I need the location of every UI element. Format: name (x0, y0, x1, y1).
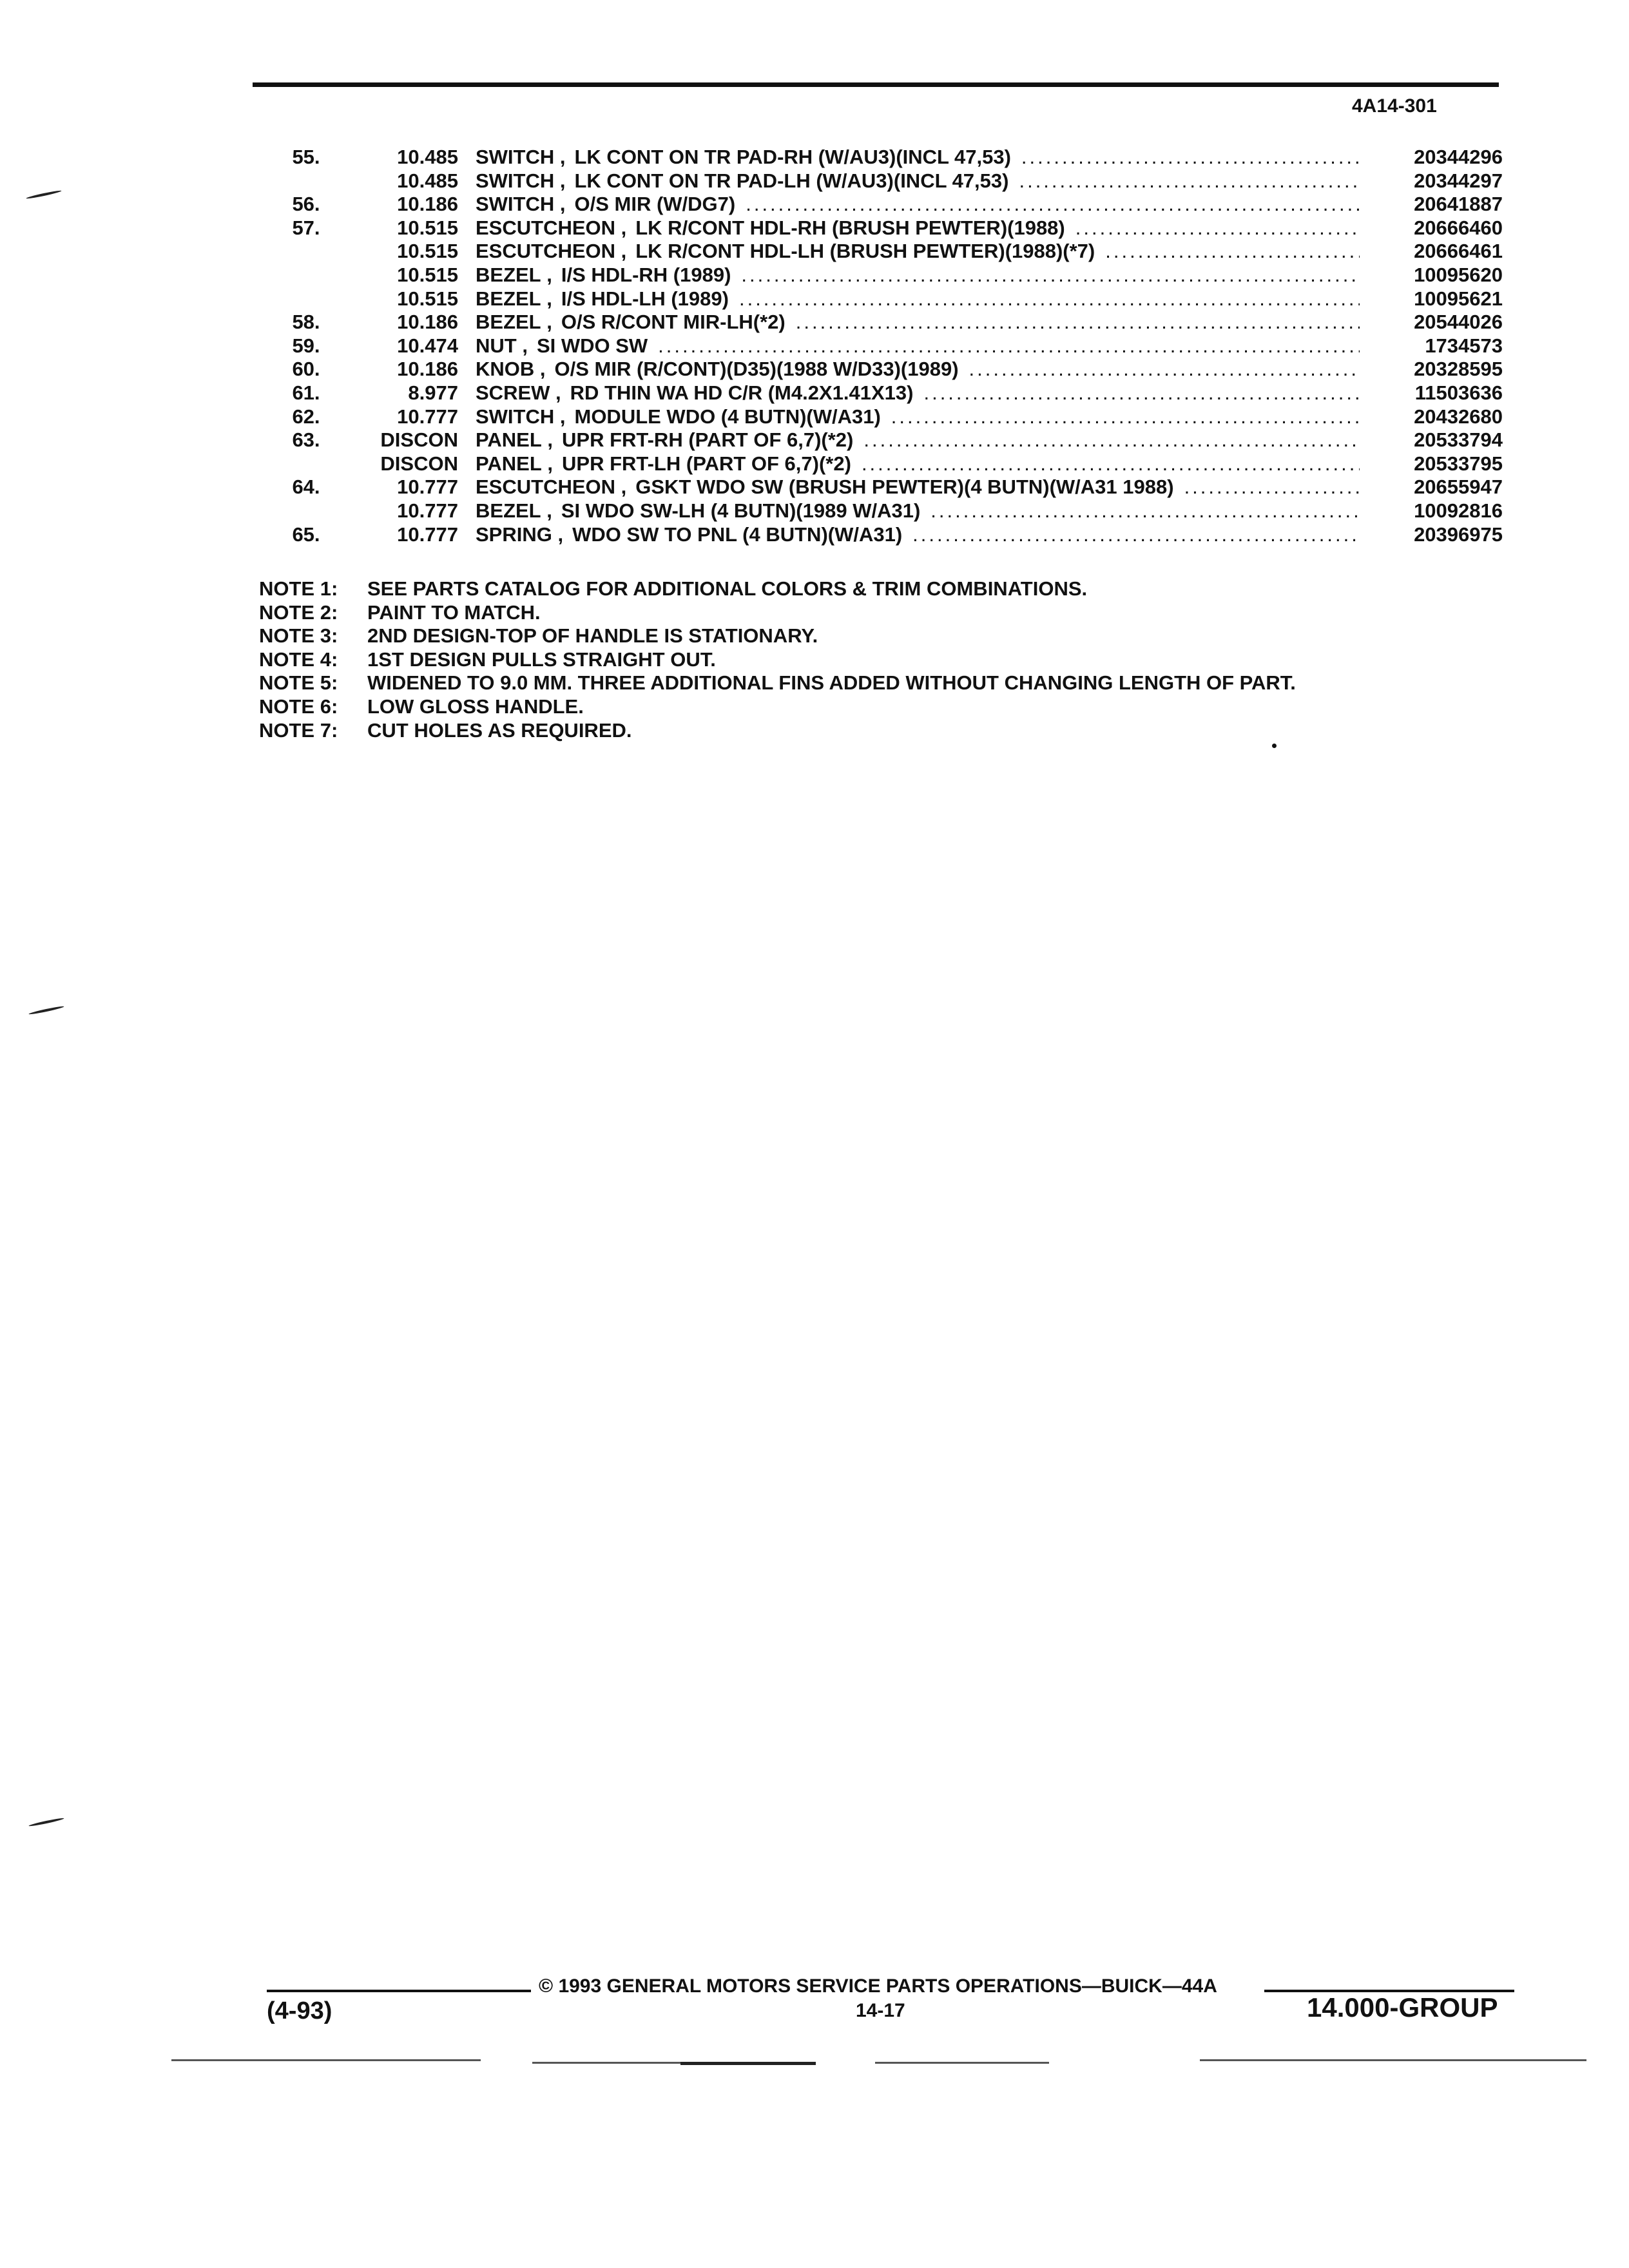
part-separator: , (615, 240, 627, 263)
part-separator: , (541, 452, 553, 475)
note-label: NOTE 1: (259, 577, 338, 600)
part-group-number: 10.186 (397, 193, 458, 216)
part-row (0, 499, 1629, 523)
part-ref-number: 60. (292, 358, 320, 381)
note-row (259, 719, 1296, 743)
note-row (259, 577, 1296, 601)
part-description (476, 476, 1360, 499)
part-description (476, 169, 1360, 193)
part-group-number: DISCON (380, 428, 458, 452)
part-number: 20328595 (1414, 358, 1503, 381)
part-row (0, 405, 1629, 429)
part-ref-number: 57. (292, 216, 320, 239)
dot-leader (930, 499, 1360, 523)
part-row (0, 523, 1629, 547)
footer-date-code: (4-93) (267, 1997, 333, 2024)
part-number: 20533794 (1414, 428, 1503, 452)
part-ref-number: 56. (292, 193, 320, 216)
note-label: NOTE 4: (259, 648, 338, 671)
part-separator: , (550, 381, 561, 404)
part-name: NUT (476, 334, 517, 357)
part-number: 10095620 (1414, 263, 1503, 286)
part-group-number: 10.515 (397, 287, 458, 310)
part-ref-number: 65. (292, 523, 320, 546)
dot-leader (912, 523, 1360, 546)
part-row (0, 240, 1629, 264)
note-label: NOTE 3: (259, 624, 338, 648)
part-spec: MODULE WDO (4 BUTN)(W/A31) (574, 405, 881, 428)
part-ref-number: 61. (292, 381, 320, 404)
part-spec: LK R/CONT HDL-LH (BRUSH PEWTER)(1988)(*7) (635, 240, 1095, 263)
part-name: BEZEL (476, 311, 541, 334)
part-row (0, 381, 1629, 405)
scan-speck (1272, 744, 1277, 748)
dot-leader (1075, 216, 1360, 240)
part-description (476, 381, 1360, 405)
part-name: PANEL (476, 452, 542, 475)
dot-leader (658, 334, 1360, 358)
part-separator: , (552, 523, 564, 546)
scan-artifact-line (532, 2062, 693, 2064)
dot-leader (862, 452, 1360, 476)
punch-hole-mark (28, 1005, 64, 1015)
note-text: LOW GLOSS HANDLE. (367, 695, 584, 718)
part-separator: , (554, 405, 566, 428)
part-row (0, 358, 1629, 381)
part-ref-number: 64. (292, 476, 320, 499)
part-number: 20641887 (1414, 193, 1503, 216)
note-label: NOTE 5: (259, 671, 338, 695)
part-description (476, 405, 1360, 428)
dot-leader (1021, 146, 1360, 169)
part-number: 20544026 (1414, 311, 1503, 334)
part-row (0, 193, 1629, 216)
part-separator: , (554, 169, 566, 192)
note-text: CUT HOLES AS REQUIRED. (367, 718, 632, 742)
part-description (476, 240, 1360, 263)
part-number: 20344297 (1414, 169, 1503, 192)
part-separator: , (541, 428, 553, 452)
part-spec: O/S R/CONT MIR-LH(*2) (561, 311, 786, 334)
part-spec: I/S HDL-RH (1989) (561, 263, 731, 286)
part-description (476, 334, 1360, 358)
part-ref-number: 55. (292, 146, 320, 168)
note-text: PAINT TO MATCH. (367, 601, 541, 624)
part-row (0, 334, 1629, 358)
part-separator: , (541, 287, 552, 310)
part-description (476, 311, 1360, 334)
dot-leader (739, 287, 1360, 311)
scan-artifact-line (680, 2062, 816, 2065)
part-number: 11503636 (1414, 381, 1503, 404)
punch-hole-mark (28, 1817, 64, 1827)
part-name: SWITCH (476, 169, 555, 192)
part-separator: , (516, 334, 528, 357)
part-row (0, 311, 1629, 334)
part-ref-number: 58. (292, 311, 320, 334)
note-text: 2ND DESIGN-TOP OF HANDLE IS STATIONARY. (367, 624, 818, 648)
part-separator: , (541, 499, 552, 522)
part-number: 20396975 (1414, 523, 1503, 546)
parts-list (0, 146, 1629, 546)
part-row (0, 287, 1629, 311)
part-number: 20344296 (1414, 146, 1503, 168)
part-name: KNOB (476, 358, 535, 381)
part-name: ESCUTCHEON (476, 216, 616, 239)
part-number: 20655947 (1414, 476, 1503, 499)
part-number: 10095621 (1414, 287, 1503, 310)
part-ref-number: 59. (292, 334, 320, 357)
part-row (0, 452, 1629, 476)
part-name: PANEL (476, 428, 542, 452)
part-group-number: 10.515 (397, 263, 458, 286)
part-group-number: DISCON (380, 452, 458, 475)
part-name: SWITCH (476, 146, 555, 168)
note-label: NOTE 7: (259, 718, 338, 742)
note-row (259, 624, 1296, 648)
part-name: SWITCH (476, 405, 555, 428)
part-spec: SI WDO SW (536, 334, 648, 357)
part-description (476, 452, 1360, 476)
part-number: 20666461 (1414, 240, 1503, 263)
part-description (476, 523, 1360, 546)
part-spec: GSKT WDO SW (BRUSH PEWTER)(4 BUTN)(W/A31 1988) (635, 476, 1174, 499)
scan-artifact-line (171, 2059, 481, 2061)
part-separator: , (615, 216, 627, 239)
part-group-number: 10.777 (397, 405, 458, 428)
part-spec: LK CONT ON TR PAD-LH (W/AU3)(INCL 47,53) (574, 169, 1009, 192)
part-name: SPRING (476, 523, 552, 546)
part-spec: O/S MIR (R/CONT)(D35)(1988 W/D33)(1989) (554, 358, 959, 381)
part-separator: , (534, 358, 546, 381)
part-name: BEZEL (476, 499, 541, 522)
part-name: SCREW (476, 381, 550, 404)
dot-leader (1105, 240, 1360, 263)
note-row (259, 601, 1296, 625)
dot-leader (923, 381, 1360, 405)
part-spec: UPR FRT-LH (PART OF 6,7)(*2) (562, 452, 851, 475)
note-row (259, 648, 1296, 672)
note-text: 1ST DESIGN PULLS STRAIGHT OUT. (367, 648, 716, 671)
part-name: SWITCH (476, 193, 555, 216)
part-name: BEZEL (476, 263, 541, 286)
scan-artifact-line (875, 2062, 1049, 2064)
part-ref-number: 62. (292, 405, 320, 428)
footer-copyright: © 1993 GENERAL MOTORS SERVICE PARTS OPERATIONS—BUICK—44A (539, 1975, 1217, 1997)
part-number: 20432680 (1414, 405, 1503, 428)
part-ref-number: 63. (292, 428, 320, 452)
dot-leader (1184, 476, 1360, 499)
footer-page-number: 14-17 (856, 2000, 905, 2021)
part-separator: , (541, 311, 552, 334)
header-rule (253, 82, 1499, 87)
part-spec: O/S MIR (W/DG7) (574, 193, 736, 216)
scan-artifact-line (1200, 2059, 1586, 2061)
part-group-number: 10.515 (397, 216, 458, 239)
part-spec: SI WDO SW-LH (4 BUTN)(1989 W/A31) (561, 499, 921, 522)
part-row (0, 476, 1629, 499)
part-row (0, 428, 1629, 452)
part-row (0, 146, 1629, 169)
part-group-number: 10.186 (397, 358, 458, 381)
part-group-number: 10.777 (397, 499, 458, 522)
footer-rule-left (267, 1990, 531, 1992)
dot-leader (891, 405, 1360, 428)
part-row (0, 216, 1629, 240)
note-text: WIDENED TO 9.0 MM. THREE ADDITIONAL FINS ADDED WITHOUT CHANGING LENGTH OF PART. (367, 671, 1296, 695)
part-name: ESCUTCHEON (476, 240, 616, 263)
part-separator: , (541, 263, 552, 286)
part-number: 10092816 (1414, 499, 1503, 522)
part-group-number: 10.777 (397, 523, 458, 546)
part-description (476, 287, 1360, 311)
part-row (0, 264, 1629, 287)
dot-leader (741, 264, 1360, 287)
part-group-number: 10.485 (397, 146, 458, 168)
part-spec: WDO SW TO PNL (4 BUTN)(W/A31) (572, 523, 903, 546)
notes-list (259, 577, 1296, 742)
note-text: SEE PARTS CATALOG FOR ADDITIONAL COLORS & TRIM COMBINATIONS. (367, 577, 1088, 600)
dot-leader (863, 428, 1360, 452)
part-spec: I/S HDL-LH (1989) (561, 287, 729, 310)
part-description (476, 428, 1360, 452)
part-group-number: 10.777 (397, 476, 458, 499)
part-number: 20533795 (1414, 452, 1503, 475)
part-description (476, 358, 1360, 381)
part-spec: RD THIN WA HD C/R (M4.2X1.41X13) (570, 381, 914, 404)
note-label: NOTE 6: (259, 695, 338, 718)
part-group-number: 8.977 (408, 381, 458, 404)
footer-group: 14.000-GROUP (1307, 1992, 1498, 2023)
part-group-number: 10.474 (397, 334, 458, 357)
part-name: ESCUTCHEON (476, 476, 616, 499)
part-description (476, 499, 1360, 523)
part-name: BEZEL (476, 287, 541, 310)
dot-leader (746, 193, 1360, 216)
part-description (476, 193, 1360, 216)
part-separator: , (615, 476, 627, 499)
dot-leader (796, 311, 1360, 334)
part-spec: LK CONT ON TR PAD-RH (W/AU3)(INCL 47,53) (574, 146, 1011, 168)
part-separator: , (554, 193, 566, 216)
part-number: 1734573 (1425, 334, 1503, 357)
note-label: NOTE 2: (259, 601, 338, 624)
part-row (0, 169, 1629, 193)
part-description (476, 146, 1360, 169)
part-spec: LK R/CONT HDL-RH (BRUSH PEWTER)(1988) (635, 216, 1065, 239)
part-separator: , (554, 146, 566, 168)
part-spec: UPR FRT-RH (PART OF 6,7)(*2) (562, 428, 854, 452)
part-group-number: 10.515 (397, 240, 458, 263)
dot-leader (1019, 169, 1360, 193)
part-number: 20666460 (1414, 216, 1503, 239)
part-group-number: 10.485 (397, 169, 458, 192)
dot-leader (969, 358, 1360, 381)
note-row (259, 695, 1296, 719)
part-description (476, 264, 1360, 287)
page-code: 4A14-301 (1352, 95, 1437, 117)
part-group-number: 10.186 (397, 311, 458, 334)
part-description (476, 216, 1360, 240)
note-row (259, 671, 1296, 695)
